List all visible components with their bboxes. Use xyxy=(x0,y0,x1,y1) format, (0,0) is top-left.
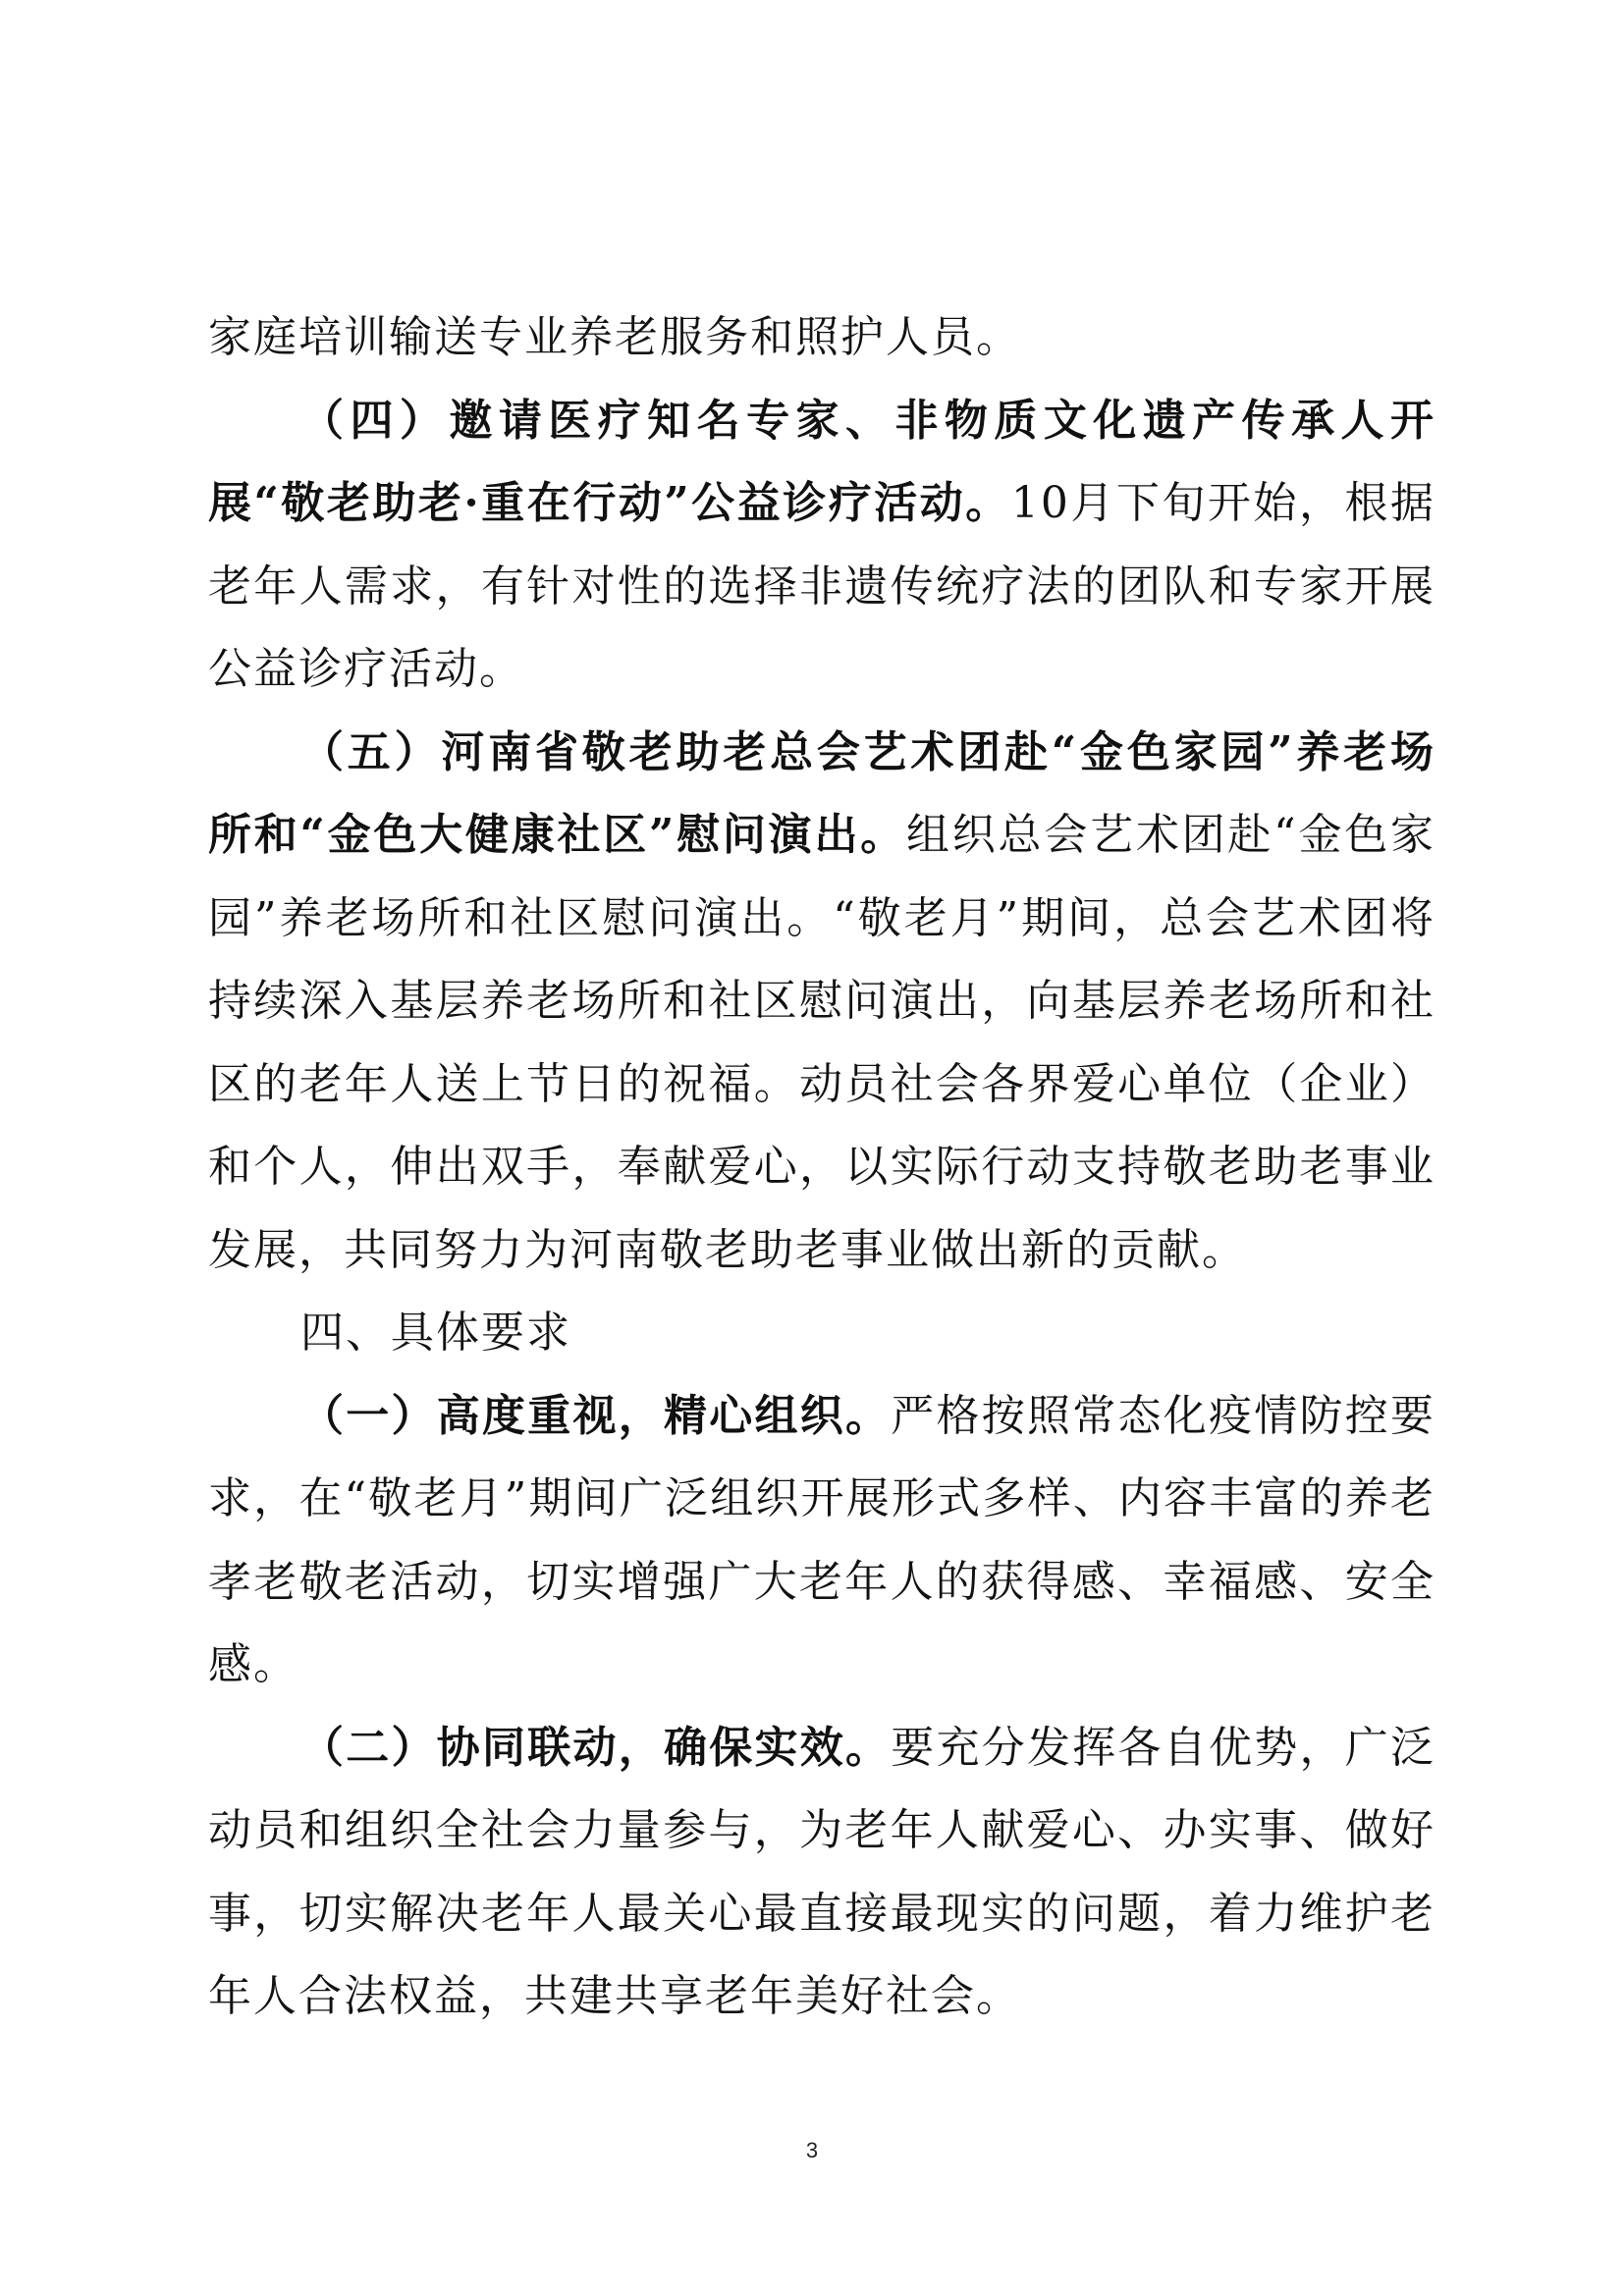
section-heading-text: 四、具体要求 xyxy=(300,1308,571,1358)
paragraph-requirement-2 xyxy=(208,1707,1435,2039)
paragraph-text: 组织总会艺术团赴“金色家园”养老场所和社区慰问演出。“敬老月”期间，总会艺术团将持续深入基层养老场所和社区慰问演出，向基层养老场所和社区的老年人送上节日的祝福。动员社会各界爱心单位（企业）和个人，伸出双手，奉献爱心，以实际行动支持敬老助老事业发展，共同努力为河南敬老助老事业做出新的贡献。 xyxy=(208,810,1435,1275)
paragraph-heading: （一）高度重视，精心组织。 xyxy=(300,1390,892,1441)
paragraph-text: 家庭培训输送专业养老服务和照护人员。 xyxy=(208,312,1021,362)
paragraph-text: 10月下旬开始，根据老年人需求，有针对性的选择非遗传统疗法的团队和专家开展公益诊疗活动。 xyxy=(208,478,1435,694)
paragraph-heading: （二）协同联动，确保实效。 xyxy=(300,1722,892,1773)
paragraph-heading: （四）邀请医疗知名专家、非物质文化遗产传承人开展“敬老助老·重在行动”公益诊疗活动。 xyxy=(208,395,1435,528)
paragraph-item-5 xyxy=(208,712,1435,1293)
page-number: 3 xyxy=(805,2138,819,2163)
document-body xyxy=(208,296,1435,2039)
paragraph-heading: （五）河南省敬老助老总会艺术团赴“金色家园”养老场所和“金色大健康社区”慰问演出。 xyxy=(208,726,1435,860)
section-heading xyxy=(208,1292,1435,1375)
paragraph-text: 严格按照常态化疫情防控要求，在“敬老月”期间广泛组织开展形式多样、内容丰富的养老孝老敬老活动，切实增强广大老年人的获得感、幸福感、安全感。 xyxy=(208,1390,1435,1689)
paragraph-item-4 xyxy=(208,380,1435,712)
paragraph-continuation xyxy=(208,296,1435,380)
paragraph-text: 要充分发挥各自优势，广泛动员和组织全社会力量参与，为老年人献爱心、办实事、做好事，切实解决老年人最关心最直接最现实的问题，着力维护老年人合法权益，共建共享老年美好社会。 xyxy=(208,1722,1435,2021)
paragraph-requirement-1 xyxy=(208,1375,1435,1707)
